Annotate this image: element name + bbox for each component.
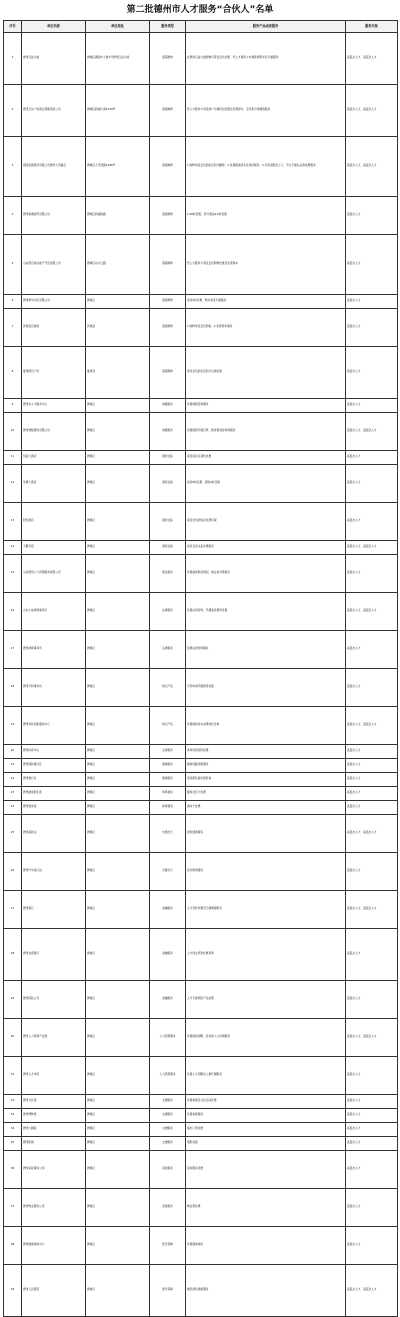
row-address: 德城区	[86, 554, 150, 592]
row-service-type: 商超购物	[150, 346, 186, 398]
row-service-desc: 免费提供职业规划、就业指导等服务	[186, 554, 346, 592]
row-address: 德城区大学西路1166号	[86, 136, 150, 196]
row-org-name: 恒信大酒店	[22, 450, 86, 464]
row-service-desc: 免费提供技术成果转化咨询	[186, 706, 346, 744]
row-address: 德城区	[86, 1264, 150, 1316]
row-target: 高层次人才	[346, 772, 398, 786]
table-row	[4, 890, 398, 928]
row-service-desc: 免费提供代理记账、税务筹划咨询等服务	[186, 412, 346, 450]
row-org-name: 德州人民医院	[22, 1264, 86, 1316]
row-service-desc: 免费法律咨询服务	[186, 630, 346, 668]
row-target: 高层次人才、高层次人才	[346, 706, 398, 744]
row-number: 23	[4, 786, 22, 800]
row-number: 33	[4, 1108, 22, 1122]
row-service-desc: 专利申请代理费用优惠	[186, 668, 346, 706]
row-target: 高层次人才	[346, 450, 398, 464]
row-service-type: 餐饮住宿	[150, 502, 186, 540]
row-service-type: 商超购物	[150, 32, 186, 84]
row-target: 高层次人才、高层次人才	[346, 1018, 398, 1056]
row-address: 德城区	[86, 450, 150, 464]
column-header-service: 服务产品或者服务	[186, 21, 346, 33]
row-org-name: 山东德百商业地产开发有限公司	[22, 234, 86, 294]
row-service-type: 餐饮住宿	[150, 540, 186, 554]
row-number: 27	[4, 890, 22, 928]
row-address: 德城区	[86, 706, 150, 744]
table-row	[4, 554, 398, 592]
row-address: 德城区	[86, 630, 150, 668]
row-service-type: 财税服务	[150, 398, 186, 412]
row-org-name: 德州文化馆	[22, 1094, 86, 1108]
row-address: 德城区	[86, 540, 150, 554]
row-service-type: 商超购物	[150, 84, 186, 136]
row-service-desc: 享受团队游优惠价格	[186, 772, 346, 786]
row-number: 15	[4, 554, 22, 592]
row-service-desc: 人才专属保险产品优惠	[186, 980, 346, 1018]
table-row	[4, 630, 398, 668]
row-service-desc: 人才贷款优惠及专属理财服务	[186, 890, 346, 928]
row-service-desc: 健身会员卡优惠	[186, 786, 346, 800]
row-number: 36	[4, 1150, 22, 1188]
table-body	[4, 32, 398, 1316]
table-row	[4, 980, 398, 1018]
row-service-type: 人力资源服务	[150, 1018, 186, 1056]
row-number: 1	[4, 32, 22, 84]
row-address: 德城区	[86, 464, 150, 502]
table-row	[4, 294, 398, 308]
row-target: 高层次人才	[346, 294, 398, 308]
row-address: 德城区	[86, 1136, 150, 1150]
row-address: 德城区	[86, 1188, 150, 1226]
row-service-type: 商超购物	[150, 308, 186, 346]
row-target: 高层次人才、高层次人才	[346, 1264, 398, 1316]
row-target: 高层次人才	[346, 1188, 398, 1226]
row-address: 德城区新湖南路	[86, 196, 150, 234]
row-target: 高层次人才	[346, 308, 398, 346]
row-address: 德城区	[86, 1226, 150, 1264]
row-service-desc: 游泳卡优惠	[186, 800, 346, 814]
table-row	[4, 1136, 398, 1150]
row-target: 高层次人才	[346, 234, 398, 294]
row-service-type: 知识产权	[150, 668, 186, 706]
row-number: 3	[4, 136, 22, 196]
row-number: 17	[4, 630, 22, 668]
row-service-desc: 享受会员折扣及积分兑换优惠	[186, 346, 346, 398]
row-address: 德城区	[86, 890, 150, 928]
row-number: 31	[4, 1056, 22, 1094]
row-service-type: 文旅服务	[150, 1094, 186, 1108]
row-service-type: 家政服务	[150, 1150, 186, 1188]
row-target: 高层次人才	[346, 1136, 398, 1150]
row-service-type: 家政服务	[150, 1188, 186, 1226]
row-service-type: 文旅服务	[150, 1122, 186, 1136]
row-service-desc: 免费参观及文化活动优惠	[186, 1094, 346, 1108]
table-row	[4, 1018, 398, 1056]
table-row	[4, 1264, 398, 1316]
row-address: 德城区	[86, 1056, 150, 1094]
row-service-type: 商超购物	[150, 196, 186, 234]
row-number: 24	[4, 800, 22, 814]
row-service-type: 法律服务	[150, 592, 186, 630]
row-service-desc: 演出门票优惠	[186, 1122, 346, 1136]
row-org-name: 德州高铁站	[22, 814, 86, 852]
row-number: 16	[4, 592, 22, 630]
table-row	[4, 196, 398, 234]
row-service-desc: 享受会员价格及免费早餐	[186, 502, 346, 540]
row-number: 22	[4, 772, 22, 786]
row-address: 德城区	[86, 668, 150, 706]
row-org-name: 德州影城	[22, 1136, 86, 1150]
row-number: 28	[4, 928, 22, 980]
row-number: 12	[4, 464, 22, 502]
row-org-name: 德州万达广场商业管理有限公司	[22, 84, 86, 136]
row-number: 20	[4, 744, 22, 758]
row-address: 德城区	[86, 1018, 150, 1056]
row-address: 德城区	[86, 1094, 150, 1108]
row-address: 夏津县	[86, 346, 150, 398]
table-row	[4, 592, 398, 630]
row-org-name: 德州农商银行	[22, 928, 86, 980]
row-number: 8	[4, 346, 22, 398]
row-target: 高层次人才	[346, 196, 398, 234]
row-number: 13	[4, 502, 22, 540]
row-number: 30	[4, 1018, 22, 1056]
row-address: 德城区	[86, 814, 150, 852]
row-service-type: 医疗保障	[150, 1264, 186, 1316]
row-org-name: 德州旅行社	[22, 772, 86, 786]
row-service-desc: 1.购物享受会员价格；2.免费停车服务	[186, 308, 346, 346]
row-address: 武城县	[86, 308, 150, 346]
row-number: 25	[4, 814, 22, 852]
table-row	[4, 502, 398, 540]
row-service-desc: 免费提供招聘、培训等人力资源服务	[186, 1018, 346, 1056]
row-target: 高层次人才、高层次人才	[346, 592, 398, 630]
row-number: 37	[4, 1188, 22, 1226]
row-number: 11	[4, 450, 22, 464]
row-target: 高层次人才	[346, 398, 398, 412]
row-address: 德城区湖滨中大道1号德州百货大楼	[86, 32, 150, 84]
row-service-type: 交通出行	[150, 852, 186, 890]
row-address: 德城区	[86, 758, 150, 772]
row-target: 高层次人才	[346, 630, 398, 668]
row-org-name: 德州新华书店有限公司	[22, 294, 86, 308]
row-address: 德城区	[86, 852, 150, 890]
row-service-desc: 享受客房及餐饮优惠	[186, 450, 346, 464]
row-address: 德城区	[86, 928, 150, 980]
column-header-name: 单位名称	[22, 21, 86, 33]
row-service-desc: 享受9折优惠，购书享受专属服务	[186, 294, 346, 308]
row-target: 高层次人才	[346, 786, 398, 800]
table-row	[4, 800, 398, 814]
row-org-name: 德州市人才服务中心	[22, 398, 86, 412]
row-address: 德城区东方红路	[86, 234, 150, 294]
row-org-name: 德州体育中心	[22, 744, 86, 758]
row-org-name: 银座集团股份有限公司德州大学路店	[22, 136, 86, 196]
row-service-type: 体育健身	[150, 800, 186, 814]
row-target: 高层次人才	[346, 554, 398, 592]
row-org-name: 山东德州人力资源服务有限公司	[22, 554, 86, 592]
table-row	[4, 852, 398, 890]
table-row	[4, 1108, 398, 1122]
partner-table	[3, 20, 398, 1317]
row-service-type: 旅游服务	[150, 758, 186, 772]
row-service-type: 文旅服务	[150, 1108, 186, 1122]
row-org-name: 德州博物馆	[22, 1108, 86, 1122]
row-address: 德城区	[86, 1108, 150, 1122]
row-service-desc: 优先购票服务	[186, 852, 346, 890]
row-address: 德城区	[86, 1150, 150, 1188]
row-number: 26	[4, 852, 22, 890]
row-org-name: 德州国际旅行社	[22, 758, 86, 772]
table-row	[4, 1188, 398, 1226]
row-target: 高层次人才	[346, 1108, 398, 1122]
row-number: 7	[4, 308, 22, 346]
page-title: 第二批德州市人才服务“合伙人”名单	[126, 5, 274, 15]
table-row	[4, 928, 398, 980]
table-row	[4, 450, 398, 464]
row-service-desc: 凭人才服务卡享受会员购物优惠及免费停车	[186, 234, 346, 294]
row-org-name: 德州专利事务所	[22, 668, 86, 706]
table-row	[4, 234, 398, 294]
row-number: 38	[4, 1226, 22, 1264]
row-service-type: 体育健身	[150, 786, 186, 800]
row-number: 19	[4, 706, 22, 744]
table-row	[4, 346, 398, 398]
row-target: 高层次人才	[346, 1226, 398, 1264]
row-org-name: 德州人力资源产业园	[22, 1018, 86, 1056]
row-number: 6	[4, 294, 22, 308]
table-row	[4, 1150, 398, 1188]
row-service-type: 金融服务	[150, 980, 186, 1018]
row-target: 高层次人才	[346, 744, 398, 758]
row-service-type: 旅游服务	[150, 772, 186, 786]
row-target: 高层次人才、高层次人才	[346, 814, 398, 852]
row-target: 高层次人才	[346, 1094, 398, 1108]
row-org-name: 德州健康体检中心	[22, 1226, 86, 1264]
row-address: 德城区	[86, 744, 150, 758]
row-org-name: 德州家政服务公司	[22, 1150, 86, 1188]
row-service-type: 餐饮住宿	[150, 450, 186, 464]
row-service-type: 金融服务	[150, 928, 186, 980]
row-service-type: 商超购物	[150, 294, 186, 308]
table-row	[4, 136, 398, 196]
row-target: 高层次人才	[346, 1056, 398, 1094]
row-target: 高层次人才、高层次人才	[346, 540, 398, 554]
row-target: 高层次人才	[346, 346, 398, 398]
row-org-name: 德州律师事务所	[22, 630, 86, 668]
row-address: 德城区	[86, 398, 150, 412]
row-target: 高层次人才	[346, 800, 398, 814]
row-service-desc: 绿色通道服务	[186, 814, 346, 852]
row-number: 14	[4, 540, 22, 554]
table-row	[4, 1226, 398, 1264]
row-address: 德城区	[86, 592, 150, 630]
row-service-desc: 免费健康体检	[186, 1226, 346, 1264]
row-target: 高层次人才、高层次人才	[346, 32, 398, 84]
row-org-name: 德州大剧院	[22, 1122, 86, 1136]
row-number: 21	[4, 758, 22, 772]
row-org-name: 德州财税服务有限公司	[22, 412, 86, 450]
row-address: 德城区	[86, 412, 150, 450]
row-address: 德城区	[86, 786, 150, 800]
row-service-desc: 体育场馆使用优惠	[186, 744, 346, 758]
table-row	[4, 32, 398, 84]
row-service-type: 医疗保障	[150, 1226, 186, 1264]
row-service-type: 文体服务	[150, 744, 186, 758]
row-target: 高层次人才	[346, 502, 398, 540]
row-number: 5	[4, 234, 22, 294]
row-service-type: 商超购物	[150, 234, 186, 294]
row-number: 2	[4, 84, 22, 136]
row-address: 德城区	[86, 980, 150, 1018]
row-target: 高层次人才、高层次人才	[346, 84, 398, 136]
row-number: 34	[4, 1122, 22, 1136]
row-service-desc: 免费法律咨询，代理案件费用优惠	[186, 592, 346, 630]
row-service-desc: 客房8折优惠，餐饮9折优惠	[186, 464, 346, 502]
row-service-desc: 就医绿色通道服务	[186, 1264, 346, 1316]
row-target: 高层次人才、高层次人才	[346, 412, 398, 450]
row-org-name: 夏津德百广场	[22, 346, 86, 398]
table-row	[4, 464, 398, 502]
table-row	[4, 814, 398, 852]
row-org-name: 阳光酒店	[22, 502, 86, 540]
row-service-desc: 人才创业贷款优惠利率	[186, 928, 346, 980]
row-service-desc: 凭人才服务卡享受商户专属折扣优惠及免费停车、会员积分等增值服务	[186, 84, 346, 136]
row-service-type: 餐饮住宿	[150, 464, 186, 502]
row-target: 高层次人才	[346, 668, 398, 706]
row-service-desc: 在德州百货大楼购物可享受会员优惠，凭人才服务卡办理免费停车及专属服务	[186, 32, 346, 84]
row-target: 高层次人才	[346, 1150, 398, 1188]
row-number: 29	[4, 980, 22, 1018]
row-service-type: 知识产权	[150, 706, 186, 744]
row-org-name: 德州汽车客运站	[22, 852, 86, 890]
row-target: 高层次人才、高层次人才	[346, 136, 398, 196]
row-service-type: 职业服务	[150, 554, 186, 592]
table-row	[4, 744, 398, 758]
row-address: 德城区	[86, 294, 150, 308]
row-service-type: 人力资源服务	[150, 1056, 186, 1094]
row-number: 32	[4, 1094, 22, 1108]
row-org-name: 德州健身俱乐部	[22, 786, 86, 800]
table-row	[4, 84, 398, 136]
row-address: 德城区	[86, 502, 150, 540]
row-service-desc: 家政服务优惠	[186, 1150, 346, 1188]
row-number: 9	[4, 398, 22, 412]
row-address: 德城区	[86, 800, 150, 814]
table-row	[4, 786, 398, 800]
table-header	[4, 21, 398, 33]
table-row	[4, 1056, 398, 1094]
column-header-type: 服务类型	[150, 21, 186, 33]
table-row	[4, 1122, 398, 1136]
row-service-desc: 观影优惠	[186, 1136, 346, 1150]
row-target: 高层次人才	[346, 980, 398, 1018]
row-service-desc: 免费参观服务	[186, 1108, 346, 1122]
row-service-desc: 免费财税咨询服务	[186, 398, 346, 412]
row-service-desc: 免费人才招聘及人事代理服务	[186, 1056, 346, 1094]
row-number: 18	[4, 668, 22, 706]
row-org-name: 德州百货大楼	[22, 32, 86, 84]
row-service-desc: 1.购物享受会员价格及积分翻倍；2.免费提供停车及寄存服务；3.可享受配送上门、节日专属礼品等优惠服务	[186, 136, 346, 196]
column-header-no: 序号	[4, 21, 22, 33]
row-org-name: 德州新湖商贸有限公司	[22, 196, 86, 234]
row-address: 德城区	[86, 1122, 150, 1136]
table-row	[4, 668, 398, 706]
row-number: 39	[4, 1264, 22, 1316]
column-header-address: 单位地址	[86, 21, 150, 33]
row-service-desc: 旅游线路优惠服务	[186, 758, 346, 772]
row-target: 高层次人才、高层次人才	[346, 890, 398, 928]
row-service-type: 文旅服务	[150, 1136, 186, 1150]
table-row	[4, 398, 398, 412]
row-org-name: 德州游泳馆	[22, 800, 86, 814]
table-row	[4, 540, 398, 554]
row-target: 高层次人才	[346, 1122, 398, 1136]
row-service-type: 商超购物	[150, 136, 186, 196]
row-org-name: 华晟大酒店	[22, 464, 86, 502]
row-address: 德城区新湖大道1239号	[86, 84, 150, 136]
row-number: 4	[4, 196, 22, 234]
table-row	[4, 758, 398, 772]
table-row	[4, 706, 398, 744]
row-org-name: 天衢宾馆	[22, 540, 86, 554]
row-service-type: 财税服务	[150, 412, 186, 450]
column-header-target: 服务对象	[346, 21, 398, 33]
row-org-name: 德州人才市场	[22, 1056, 86, 1094]
table-row	[4, 772, 398, 786]
row-service-desc: 客房及会议室优惠服务	[186, 540, 346, 554]
row-org-name: 武城金百商场	[22, 308, 86, 346]
row-org-name: 德州物业服务公司	[22, 1188, 86, 1226]
row-number: 35	[4, 1136, 22, 1150]
row-number: 10	[4, 412, 22, 450]
row-org-name: 德州保险公司	[22, 980, 86, 1018]
row-service-desc: 物业费优惠	[186, 1188, 346, 1226]
row-service-type: 法律服务	[150, 630, 186, 668]
row-service-desc: 1.58折优惠，部分商品9.5折优惠	[186, 196, 346, 234]
table-row	[4, 412, 398, 450]
row-org-name: 德州银行	[22, 890, 86, 928]
row-service-type: 交通出行	[150, 814, 186, 852]
row-target: 高层次人才	[346, 758, 398, 772]
table-row	[4, 308, 398, 346]
row-target: 高层次人才	[346, 852, 398, 890]
row-target: 高层次人才	[346, 464, 398, 502]
row-service-type: 金融服务	[150, 890, 186, 928]
table-row	[4, 1094, 398, 1108]
row-org-name: 山东大成律师事务所	[22, 592, 86, 630]
row-address: 德城区	[86, 772, 150, 786]
row-org-name: 德州科技创新服务中心	[22, 706, 86, 744]
row-target: 高层次人才	[346, 928, 398, 980]
